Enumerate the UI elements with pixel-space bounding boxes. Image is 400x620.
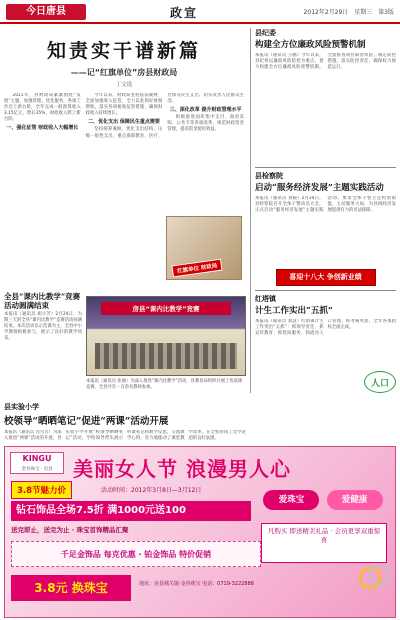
discipline-section-label: 县纪委 <box>255 28 276 37</box>
ad-gift-box: 凡购买 即送精美礼品 · 会员更享双重惊喜 <box>261 523 387 563</box>
teaching-contest-body: 本报讯（通讯员 胡小芳）2月24日，为期三天的全县“课内比教学”竞赛活动圆满结束。本次活动以示范课为主，全县中小学教师积极参与，展示了良好的教学风采。 <box>4 312 82 342</box>
lead-subheading: 一、强化征管 财政收入大幅增长 <box>6 125 79 132</box>
ad-brand-name: KINGU <box>22 454 52 463</box>
column-divider <box>255 290 396 291</box>
slogan-badge: 喜迎十八大 争创新业绩 <box>276 269 376 286</box>
newspaper-logo: 今日唐县 <box>6 4 86 20</box>
discipline-headline[interactable]: 构建全方位廉政风险预警机制 <box>255 40 366 50</box>
procuratorate-headline[interactable]: 启动“服务经济发展”主题实践活动 <box>255 183 384 193</box>
ad-bottom-price: 3.8元 换珠宝 <box>11 575 131 601</box>
school-body: 本报讯（通讯员 肖雪芳）为深入推进“两课”活动的开展，县实验小学开展“校领导晒晒笔记”活动，学校领导带头展示听课笔记和教学反思，交流教学心得，有力地推动了课堂教学改革，在全校形成了比学赶超的良好氛围。 <box>4 430 246 442</box>
lead-paragraph: 积极推进国库集中支付、政府采购、公务卡等各项改革，规范财政资金管理，提高资金使用效益。 <box>167 115 244 133</box>
lead-paragraph: 坚持统筹兼顾，优化支出结构，压缩一般性支出，重点保障教育、医疗、社保等民生支出，切实改善人民群众生活。 <box>85 93 244 139</box>
lead-headline[interactable]: 知责实干谱新篇 <box>46 40 201 62</box>
school-headline[interactable]: 校领导“晒晒笔记”促进“两课”活动开展 <box>4 416 169 427</box>
ad-offer-banner: 钻石饰品全场7.5折 满1000元送100 <box>11 501 251 521</box>
ad-price-badge: 3.8节魅力价 <box>11 481 72 499</box>
photo-tag: 红旗单位 财政局 <box>171 259 223 278</box>
hongta-headline[interactable]: 计生工作实出“五抓” <box>255 306 333 316</box>
discipline-body: 本报讯（通讯员 王鹏）今年以来，县纪委以廉政风险防控为重点，着力构建全方位廉政风险预警机制。全面排查岗位职责风险，制定防控措施，落实防控责任，确保权力规范运行。 <box>255 53 396 71</box>
jewelry-advertisement[interactable] <box>4 446 396 618</box>
issue-date: 2012年2月29日 <box>303 9 349 16</box>
ad-brand-logo <box>10 452 64 474</box>
lead-subheading: 二、优化支出 保障民生重点需要 <box>88 119 160 126</box>
ad-headline: 美丽女人节 浪漫男人心 <box>73 457 291 481</box>
audience-silhouette <box>95 343 237 369</box>
ad-heart-right: 爱健康 <box>327 490 383 510</box>
publication-info <box>300 7 394 16</box>
masthead <box>0 0 400 24</box>
ad-heart-left: 爱珠宝 <box>263 490 319 510</box>
column-divider <box>255 167 396 168</box>
issue-weekday: 星期三 <box>354 9 373 16</box>
hongta-section-label: 红塔镇 <box>255 294 276 303</box>
section-title: 政宣 <box>170 6 199 20</box>
right-column <box>250 28 396 393</box>
procuratorate-body: 本报讯（通讯员 刘振）2月24日，县检察院召开全体干警动员大会，正式启动“服务经济发展”主题实践活动。要求全体干警立足检察职能，主动服务大局，为县域经济发展提供有力的司法保障。 <box>255 196 396 214</box>
ad-brand-sub: 金谷珠宝 · 房县 <box>21 467 53 472</box>
teaching-contest-headline[interactable]: 全县“课内比教学”竞赛活动圆满结束 <box>4 292 81 310</box>
hongta-body: 本报讯（通讯员 刘慧）红塔镇计生工作突出“五抓”：抓领导责任、抓宣传教育、抓优质服务、抓流动人口管理、抓考核奖惩，全年各项指标全面完成。 <box>255 319 396 337</box>
ad-footer: 地址：房县城关镇·金谷珠宝 电话：0719-3222888 <box>139 581 254 587</box>
procuratorate-section-label: 县检察院 <box>255 171 283 180</box>
contest-photo <box>86 296 246 376</box>
contest-photo-caption: 本报讯（通讯员 张丽）为深入推进“课内比教学”活动，县教育局组织开展了优质课竞赛，全县共有一百余名教师参加。 <box>86 379 243 390</box>
teaching-contest-article <box>4 292 82 342</box>
ad-heart-group <box>261 487 385 511</box>
lead-byline: 丁文选 <box>115 82 133 88</box>
contest-banner: 房县“课内比教学”竞赛 <box>101 302 231 315</box>
population-logo-icon: 人口 <box>364 371 396 393</box>
page-number: 第3版 <box>378 9 394 16</box>
ad-dates: 活动时间：2012年3月8日—3月12日 <box>101 487 202 494</box>
lead-paragraph: 今年以来，财政局坚持依法聚财，全面加强收入征管，全力以赴抓好财税增收，落实各项税收征管措施，确保财政收入持续增长。 <box>85 93 163 117</box>
school-section-label: 县实验小学 <box>4 402 39 411</box>
ad-subline: 送完即止，送完为止 · 珠宝首饰精品汇聚 <box>11 526 129 534</box>
lead-subheading: 三、深化改革 提升财政管理水平 <box>169 107 242 114</box>
ad-promo-strip: 千足金饰品 每克优惠 · 铂金饰品 特价促销 <box>11 541 261 567</box>
lead-paragraph: 2011年，县财政局紧紧围绕“发展”主题，加强管理，优化服务，各项工作迈上新台阶，全年完成一般预算收入3.15亿元，增长35%，财政收入跨上新台阶。 <box>4 93 81 123</box>
lead-subtitle: ——记“红旗单位”房县财政局 <box>70 68 178 77</box>
